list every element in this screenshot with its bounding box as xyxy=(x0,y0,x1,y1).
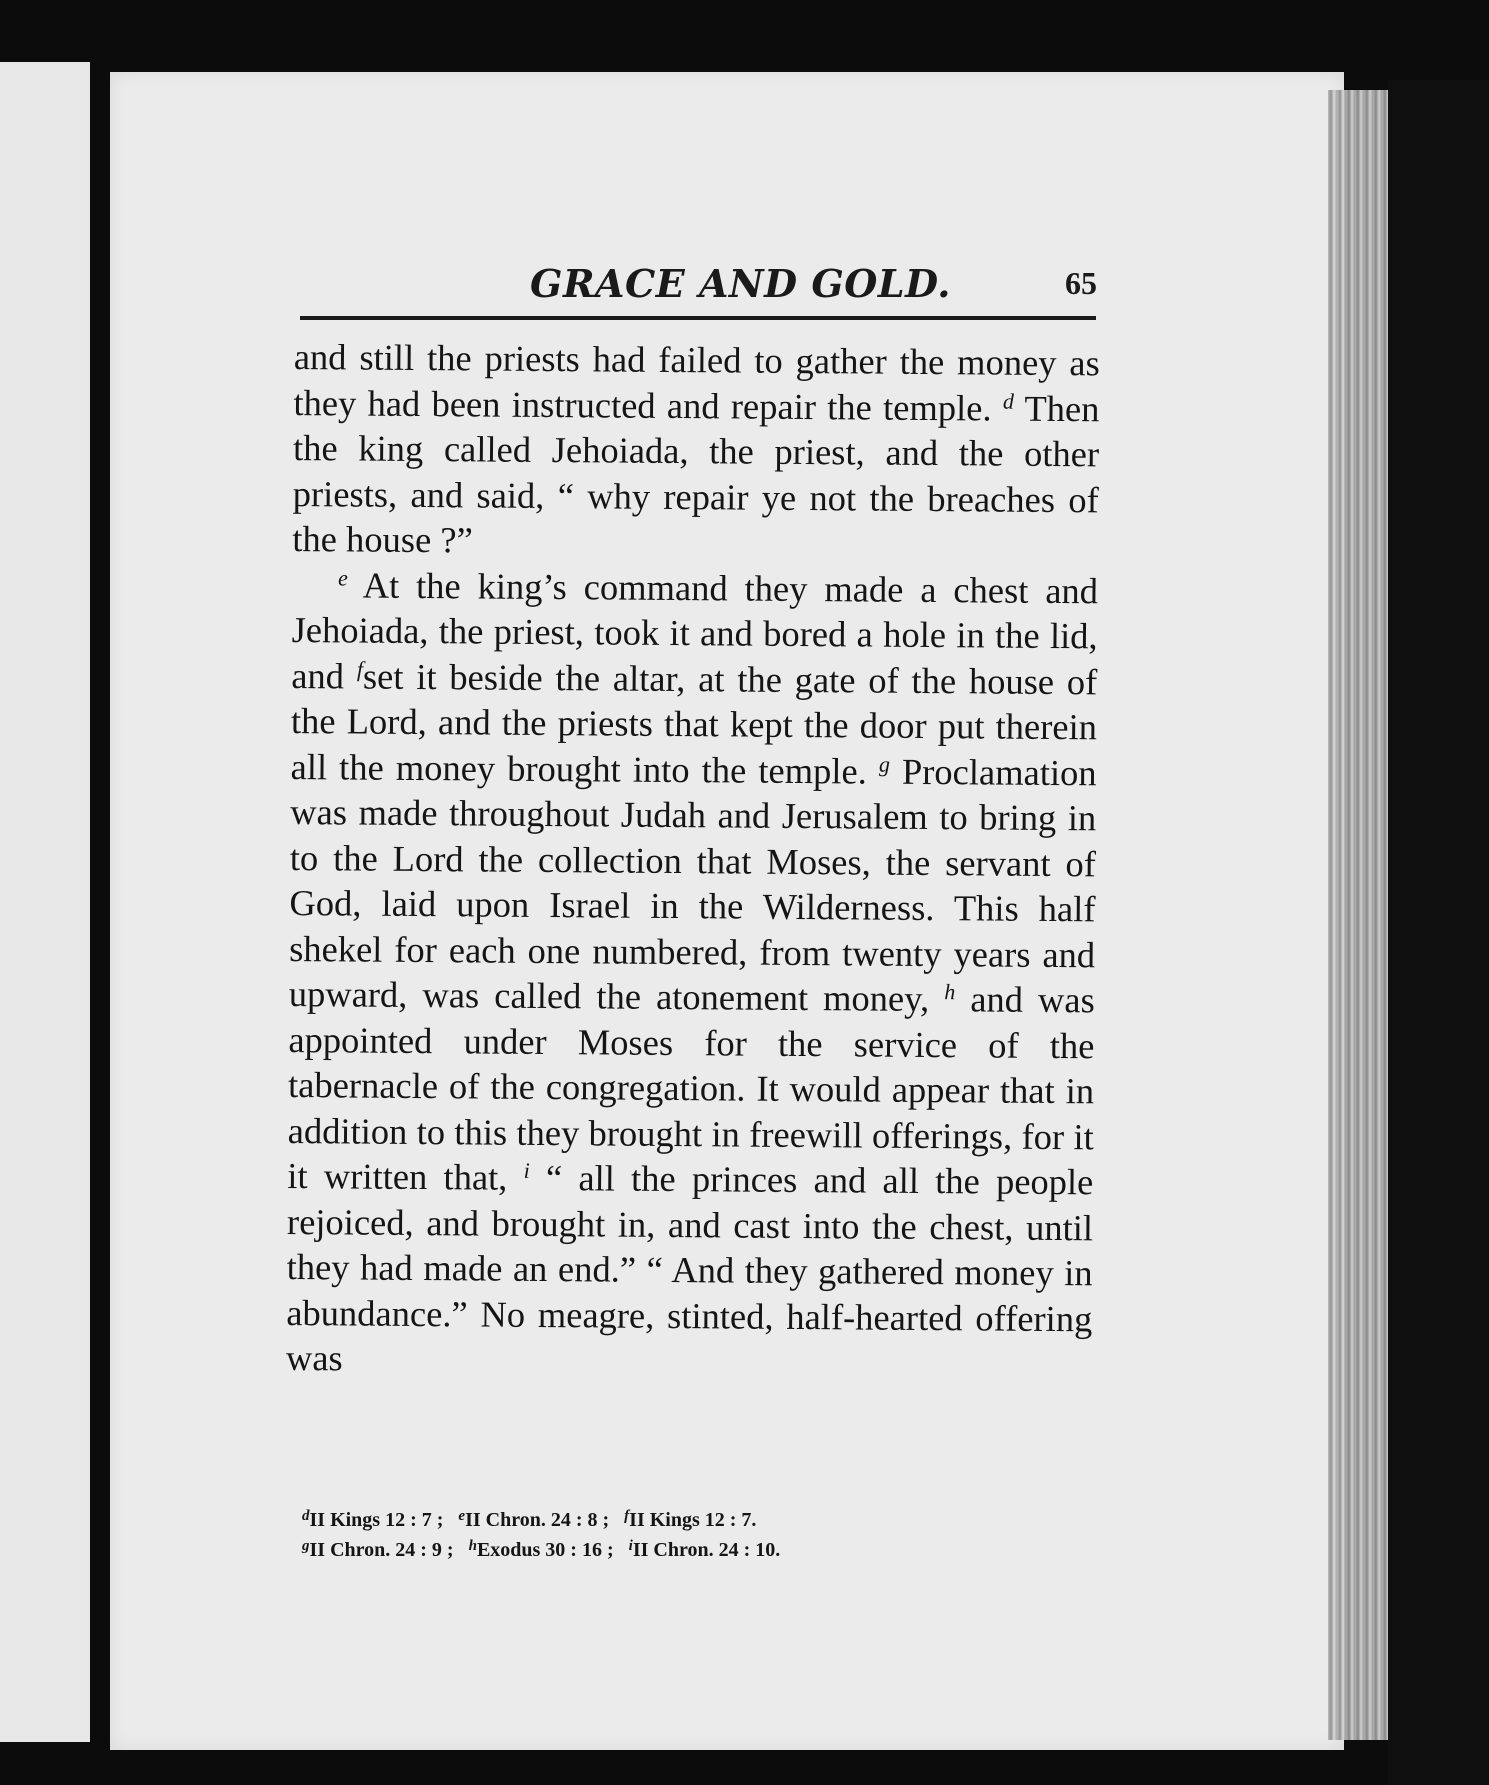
body-text xyxy=(286,334,1100,1387)
paragraph-1 xyxy=(292,334,1100,568)
text-run: “ all the princes and all the people rejoiced, and brought in, and cast into the chest, until they had made an end.” “ And they gathered money in abundance.” No meagre, stinted, half-hearted offering was xyxy=(285,1156,1094,1379)
footnote-mark: d xyxy=(302,1508,310,1524)
facing-page-edge xyxy=(0,62,90,1742)
footnote-mark: g xyxy=(302,1538,310,1554)
footnote-mark: i xyxy=(628,1538,633,1554)
text-run: At the king’s command they made a chest and Jehoiada, the priest, took it and bored a hole in the lid, and xyxy=(291,563,1099,697)
background-right xyxy=(1388,80,1489,1785)
footnote-mark-e: e xyxy=(337,564,348,590)
paragraph-2 xyxy=(286,561,1098,1386)
text-run: Proclamation was made throughout Judah and Jerusalem to bring in to the Lord the collection that Moses, the servant of God, laid upon Israel in the Wilderness. This half shekel for each one numbered, from twenty years and upward, was called the atonement money, xyxy=(288,750,1097,1020)
text-run: Then the king called Jehoiada, the priest, and the other priests, and said, “ why repair ye not the breaches of the house ?” xyxy=(292,387,1100,561)
page-number: 65 xyxy=(1065,265,1097,301)
footnote-line xyxy=(302,1535,1062,1565)
page-fore-edge xyxy=(1328,90,1388,1740)
footnote-ref: II Chron. 24 : 10. xyxy=(632,1539,781,1561)
text-run: set it beside the altar, at the gate of the house of the Lord, and the priests that kept the door put therein all the money brought into the temple. xyxy=(290,655,1098,792)
footnote-ref: II Kings 12 : 7 ; xyxy=(309,1509,444,1531)
page-header xyxy=(300,255,1100,305)
footnote-mark-d: d xyxy=(1002,388,1014,414)
running-head: GRACE AND GOLD. xyxy=(530,261,951,306)
footnote-mark: e xyxy=(458,1508,466,1524)
footnotes xyxy=(302,1505,1062,1565)
footnote-mark-f: f xyxy=(356,656,364,682)
footnote-mark: f xyxy=(624,1508,630,1524)
footnote-ref: II Kings 12 : 7. xyxy=(629,1509,757,1531)
footnote-mark: h xyxy=(468,1538,477,1554)
footnote-mark-g: g xyxy=(878,751,891,777)
footnote-ref: II Chron. 24 : 8 ; xyxy=(465,1509,610,1531)
text-run: and was appointed under Moses for the service of the tabernacle of the congregation. It would appear that in addition to this they brought in freewill offerings, for it it written that, xyxy=(287,978,1095,1198)
footnote-ref: II Chron. 24 : 9 ; xyxy=(309,1539,454,1561)
footnote-ref: Exodus 30 : 16 ; xyxy=(476,1539,614,1561)
footnote-mark-i: i xyxy=(523,1157,530,1183)
footnote-line xyxy=(302,1505,1062,1535)
text-run: and still the priests had failed to gather the money as they had been instructed and repair the temple. xyxy=(293,335,1100,429)
footnote-mark-h: h xyxy=(944,979,956,1005)
header-rule xyxy=(300,316,1096,320)
